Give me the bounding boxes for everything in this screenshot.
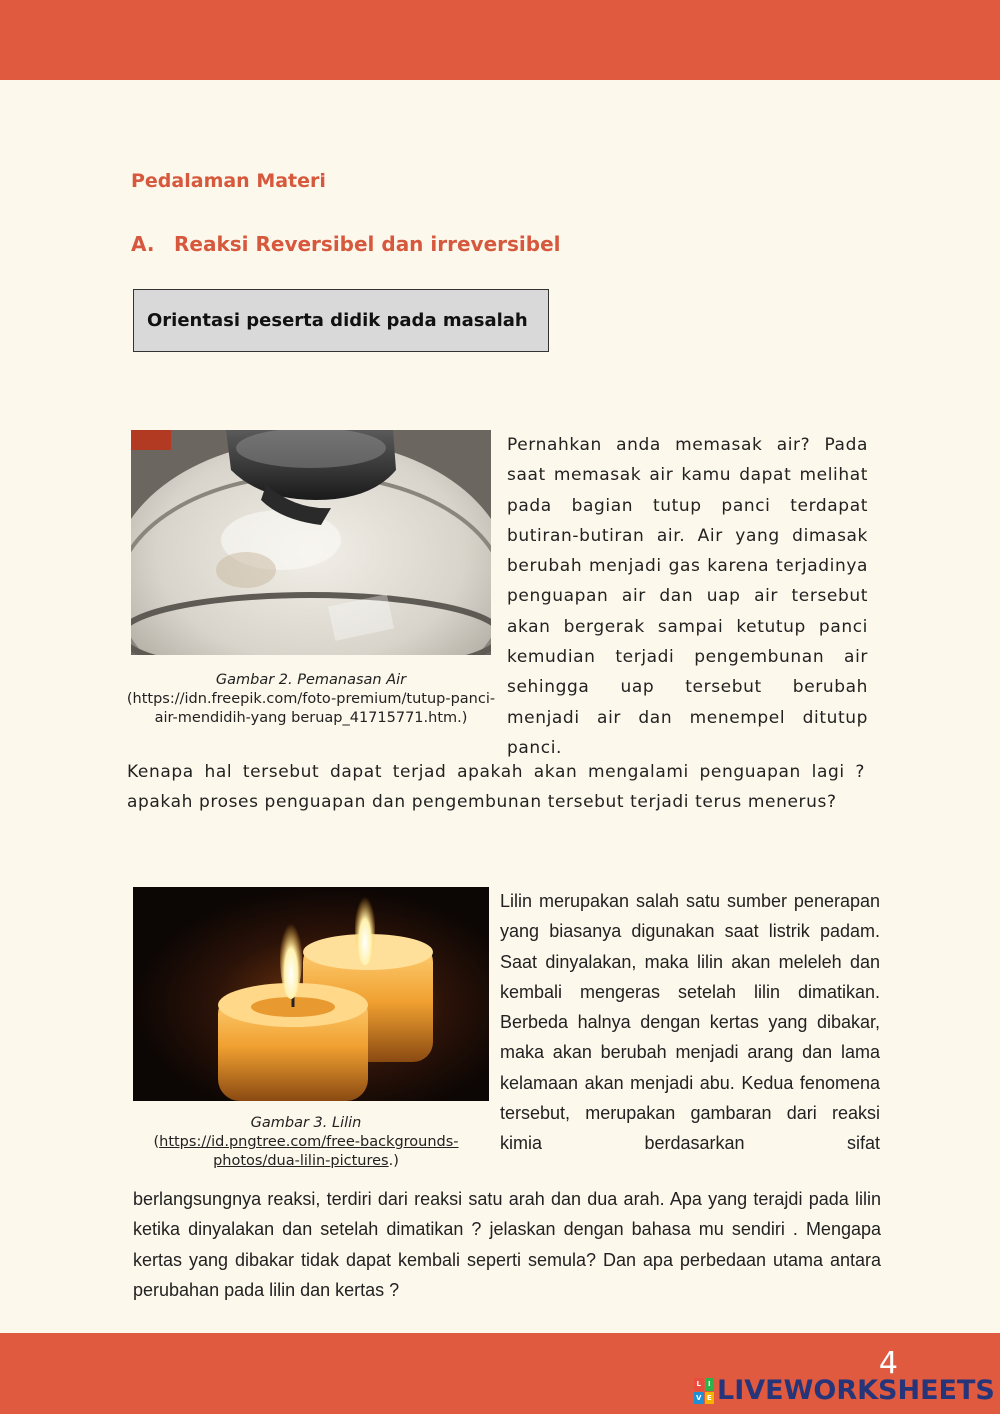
section-title: Pedalaman Materi bbox=[131, 170, 326, 192]
page-number: 4 bbox=[878, 1346, 898, 1381]
figure-1-caption-title: Gambar 2. Pemanasan Air bbox=[215, 672, 407, 688]
subsection-heading bbox=[131, 232, 561, 256]
orientation-box bbox=[133, 289, 549, 352]
top-banner bbox=[0, 0, 1000, 80]
liveworksheets-logo[interactable] bbox=[694, 1376, 995, 1406]
orientation-label: Orientasi peserta didik pada masalah bbox=[147, 310, 528, 331]
liveworksheets-text: LIVEWORKSHEETS bbox=[717, 1375, 995, 1406]
candles-image bbox=[133, 887, 489, 1101]
subsection-letter: A. bbox=[131, 232, 155, 256]
pot-lid-illustration bbox=[131, 430, 491, 655]
caption-close-paren: .) bbox=[388, 1153, 399, 1169]
figure-1-caption-source: (https://idn.freepik.com/foto-premium/tutup-panci-air-mendidih-yang beruap_41715771.htm.) bbox=[126, 691, 496, 726]
subsection-title: Reaksi Reversibel dan irreversibel bbox=[174, 232, 561, 256]
paragraph-2-continued: berlangsungnya reaksi, terdiri dari reaksi satu arah dan dua arah. Apa yang terajdi pada lilin ketika dinyalakan dan setelah dimatikan ? jelaskan dengan bahasa mu sendiri . Mengapa kertas yang dibakar tidak dapat kembali seperti semula? Dan apa perbedaan utama antara perubahan pada lilin dan kertas ? bbox=[133, 1189, 881, 1300]
pot-lid-image bbox=[131, 430, 491, 655]
caption-open-paren: ( bbox=[153, 1134, 160, 1150]
paragraph-2-wrapped: Lilin merupakan salah satu sumber penerapan yang biasanya digunakan saat listrik padam. Saat dinyalakan, maka lilin akan meleleh dan kembali mengeras setelah lilin dimatikan. Berbeda halnya dengan kertas yang dibakar, maka akan berubah menjadi arang dan lama kelamaan akan menjadi abu. Kedua fenomena tersebut, merupakan gambaran dari reaksi kimia berdasarkan sifat bbox=[500, 891, 880, 1154]
figure-1-caption bbox=[126, 671, 496, 728]
figure-2-caption bbox=[128, 1114, 484, 1171]
figure-2-source-link[interactable]: https://id.pngtree.com/free-backgrounds-photos/dua-lilin-pictures bbox=[159, 1134, 459, 1169]
paragraph-1-continued: Kenapa hal tersebut dapat terjad apakah akan mengalami penguapan lagi ? apakah proses penguapan dan pengembunan tersebut terjadi terus menerus? bbox=[127, 762, 865, 812]
liveworksheets-icon: L I V E bbox=[694, 1378, 714, 1404]
figure-2-caption-title: Gambar 3. Lilin bbox=[250, 1115, 362, 1131]
candles-illustration bbox=[133, 887, 489, 1101]
figure-2-caption-source bbox=[153, 1134, 458, 1169]
paragraph-1-wrapped: Pernahkan anda memasak air? Pada saat memasak air kamu dapat melihat pada bagian tutup panci terdapat butiran-butiran air. Air yang dimasak berubah menjadi gas karena terjadinya penguapan air dan uap air tersebut akan bergerak sampai ketutup panci kemudian terjadi pengembunan air sehingga uap tersebut berubah menjadi air dan menempel ditutup panci. bbox=[507, 435, 868, 758]
